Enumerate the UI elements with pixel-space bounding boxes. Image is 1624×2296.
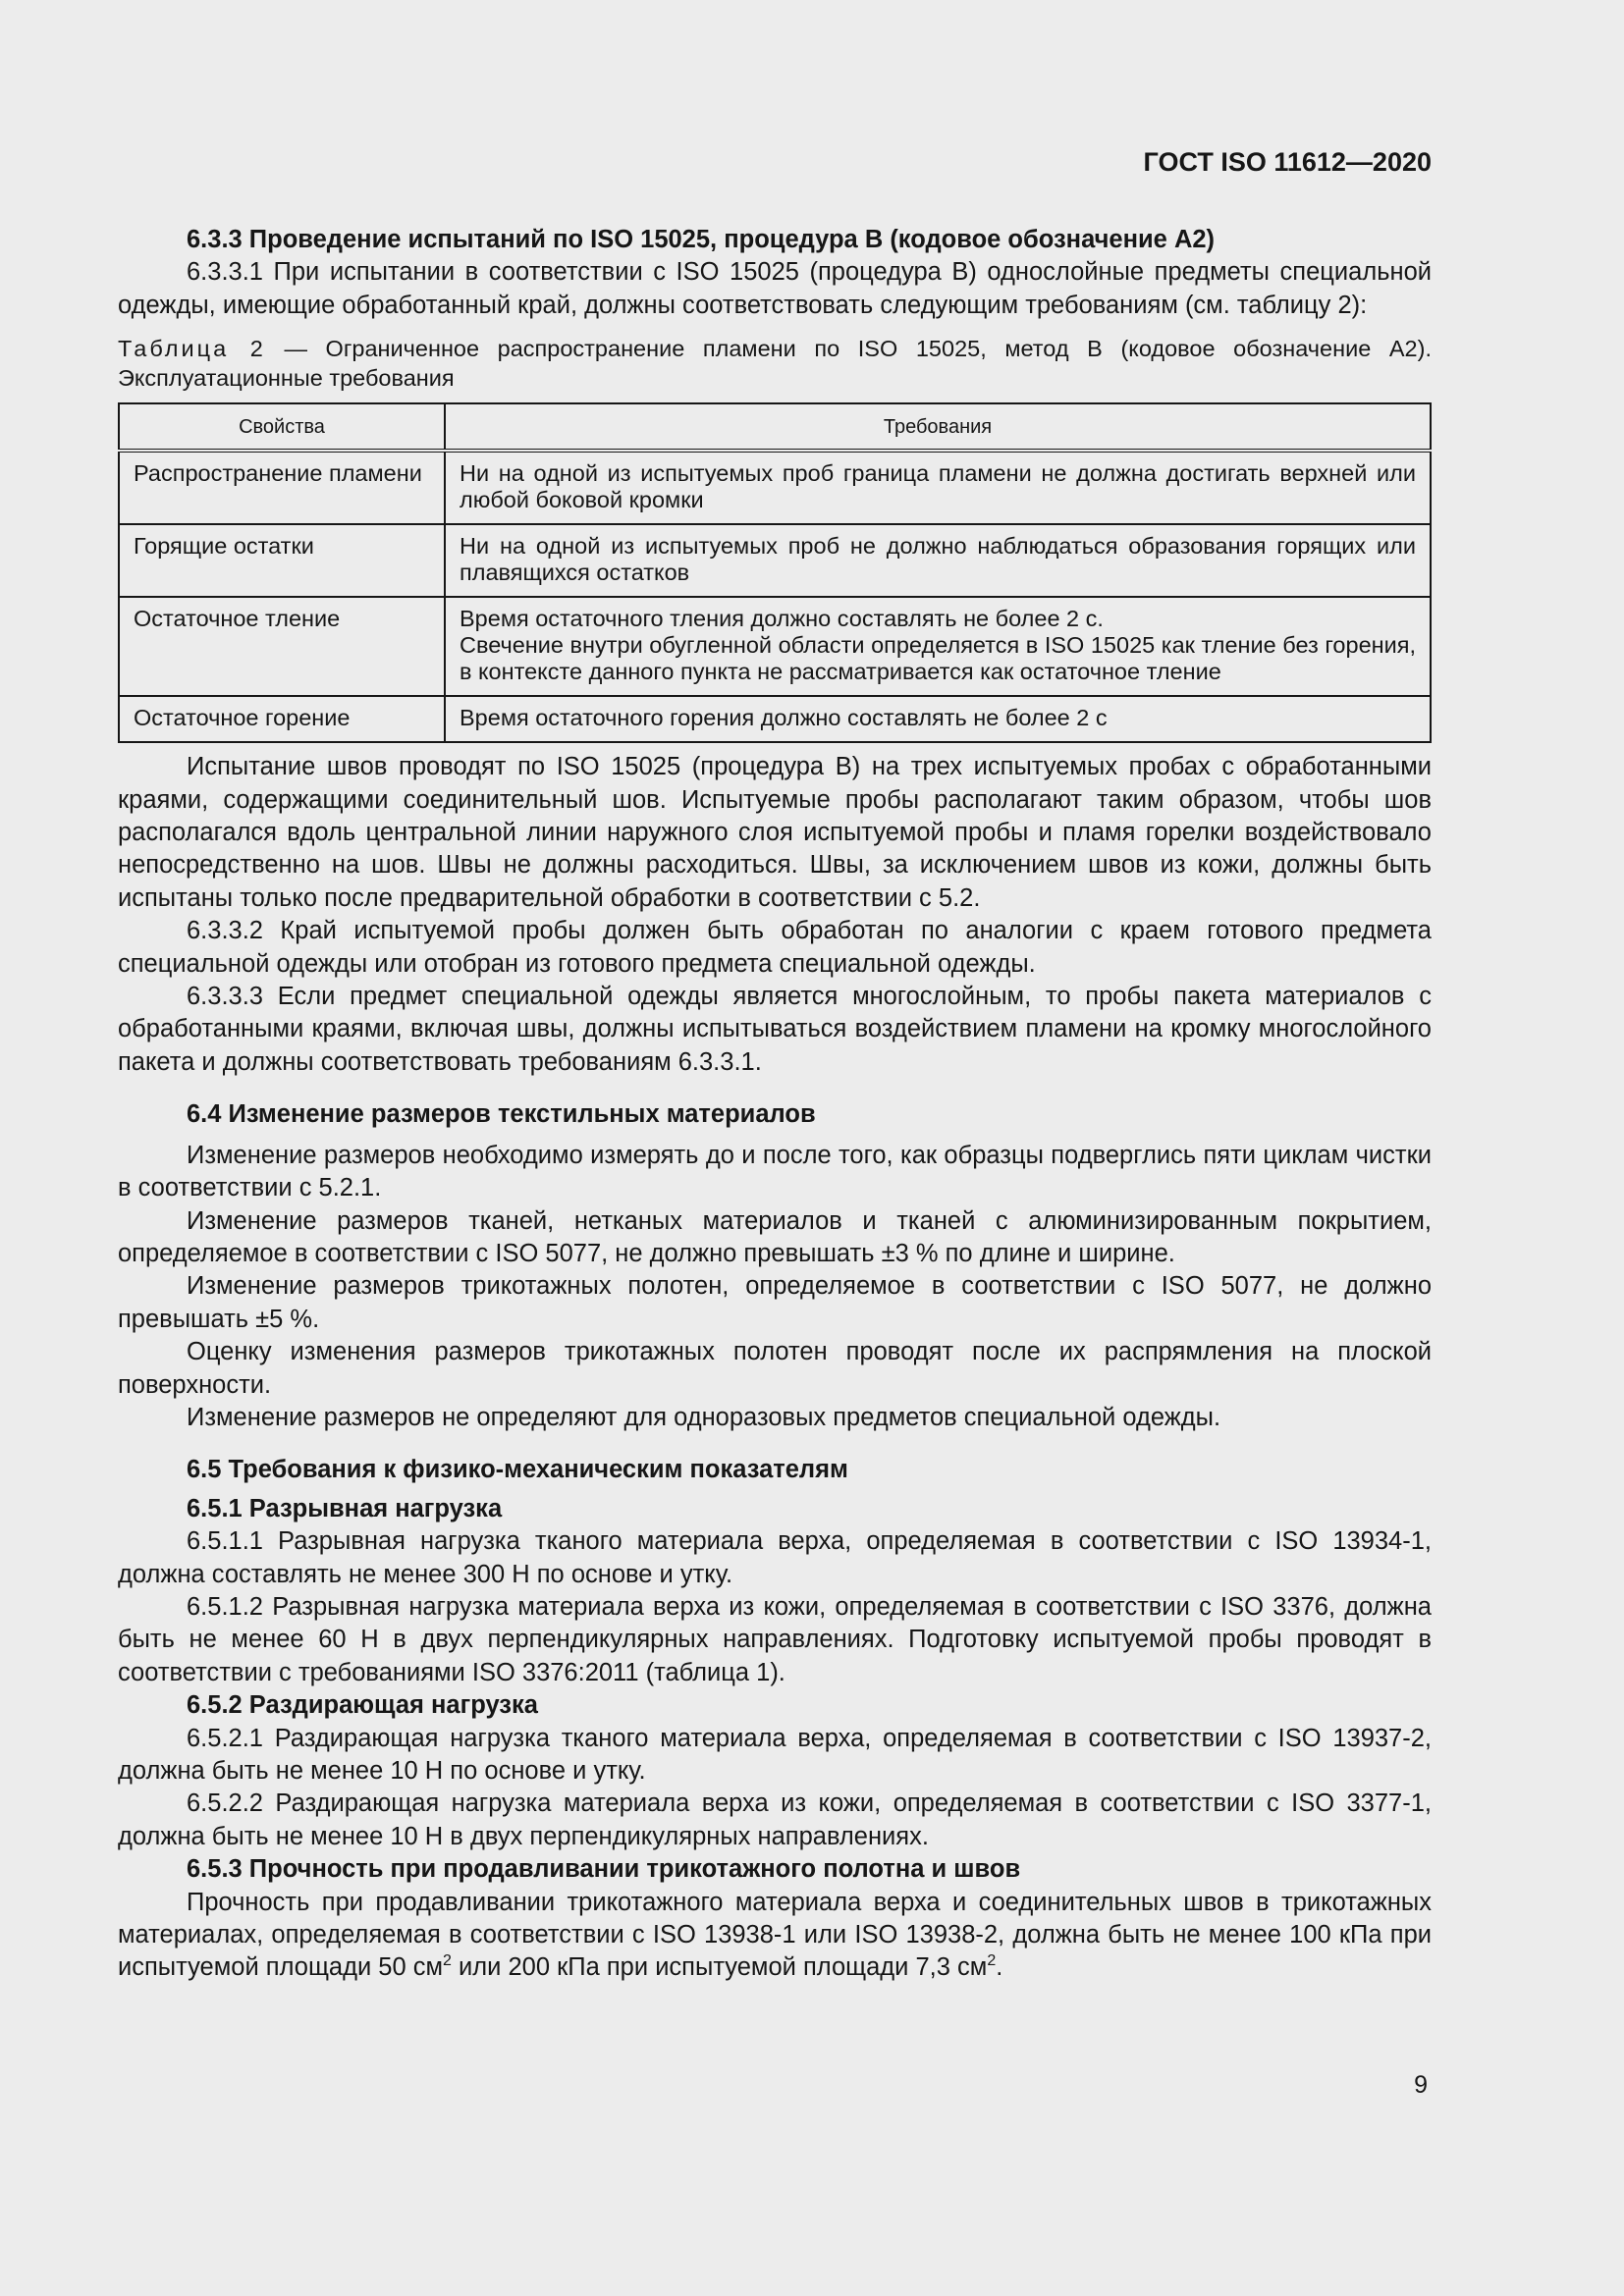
table-2-title: — Ограниченное распространение пламени по ISO 15025, метод B (кодовое обозначение A2). Эксплуатационные требования <box>118 336 1432 392</box>
table-cell-requirement: Ни на одной из испытуемых проб не должно наблюдаться образования горящих или плавящихся остатков <box>445 524 1431 597</box>
table-2-label: Таблица 2 <box>118 336 266 362</box>
section-6-5-2-title: 6.5.2 Раздирающая нагрузка <box>187 1691 538 1720</box>
table-cell-property: Распространение пламени <box>119 451 445 524</box>
paragraph-6-3-3-1: 6.3.3.1 При испытании в соответствии с ISO 15025 (процедура B) однослойные предметы специальной одежды, имеющие обработанный край, должны соответствовать следующим требованиям (см. таблицу 2): <box>118 258 1432 319</box>
table-row <box>119 451 1431 524</box>
requirement-note: Свечение внутри обугленной области определяется в ISO 15025 как тление без горения, в контексте данного пункта не рассматривается как остаточное тление <box>460 632 1416 685</box>
section-6-5-3-title: 6.5.3 Прочность при продавливании трикотажного полотна и швов <box>187 1855 1021 1884</box>
paragraph-6-4-4: Оценку изменения размеров трикотажных полотен проводят после их распрямления на плоской поверхности. <box>118 1338 1432 1399</box>
paragraph-seams-test: Испытание швов проводят по ISO 15025 (процедура B) на трех испытуемых пробах с обработанными краями, содержащими соединительный шов. Испытуемые пробы располагают таким образом, чтобы шов располагался вдоль центральной линии наружного слоя испытуемой пробы и пламя горелки воздействовало непосредственно на шов. Швы не должны расходиться. Швы, за исключением швов из кожи, должны быть испытаны только после предварительной обработки в соответствии с 5.2. <box>118 753 1432 912</box>
paragraph-6-4-1: Изменение размеров необходимо измерять до и после того, как образцы подверглись пяти циклам чистки в соответствии с 5.2.1. <box>118 1141 1432 1202</box>
section-6-5-1-title: 6.5.1 Разрывная нагрузка <box>187 1494 503 1522</box>
requirement-line: Время остаточного тления должно составлять не более 2 с. <box>460 606 1104 632</box>
table-header-row <box>119 403 1431 451</box>
table-cell-property: Остаточное тление <box>119 597 445 696</box>
table-cell-property: Горящие остатки <box>119 524 445 597</box>
paragraph-6-5-2-2: 6.5.2.2 Раздирающая нагрузка материала верха из кожи, определяемая в соответствии с ISO 3377-1, должна быть не менее 10 Н в двух перпендикулярных направлениях. <box>118 1789 1432 1850</box>
table-cell-requirement: Время остаточного горения должно составлять не более 2 с <box>445 696 1431 742</box>
section-6-5-title: 6.5 Требования к физико-механическим показателям <box>187 1456 848 1484</box>
paragraph-6-5-1-2: 6.5.1.2 Разрывная нагрузка материала верха из кожи, определяемая в соответствии с ISO 3376, должна быть не менее 60 Н в двух перпендикулярных направлениях. Подготовку испытуемой пробы проводят в соответствии с требованиями ISO 3376:2011 (таблица 1). <box>118 1592 1432 1686</box>
table-cell-property: Остаточное горение <box>119 696 445 742</box>
standard-code-header: ГОСТ ISO 11612—2020 <box>1143 147 1432 177</box>
table-cell-requirement <box>445 597 1431 696</box>
superscript-squared: 2 <box>987 1952 997 1970</box>
paragraph-6-5-3-part-b: или 200 кПа при испытуемой площади 7,3 см <box>451 1953 988 1982</box>
paragraph-6-3-3-2: 6.3.3.2 Край испытуемой пробы должен быть обработан по аналогии с краем готового предмета специальной одежды или отобран из готового предмета специальной одежды. <box>118 917 1432 978</box>
table-header-requirements: Требования <box>445 403 1431 451</box>
page-number: 9 <box>1414 2071 1428 2099</box>
section-6-4-title: 6.4 Изменение размеров текстильных материалов <box>187 1100 816 1129</box>
paragraph-6-5-3-part-c: . <box>996 1953 1003 1982</box>
table-row <box>119 524 1431 597</box>
table-header-properties: Свойства <box>119 403 445 451</box>
paragraph-6-4-2: Изменение размеров тканей, нетканых материалов и тканей с алюминизированным покрытием, определяемое в соответствии с ISO 5077, не должно превышать ±3 % по длине и ширине. <box>118 1206 1432 1267</box>
table-2 <box>118 402 1432 743</box>
page-content <box>118 224 1432 1985</box>
table-row <box>119 696 1431 742</box>
paragraph-6-4-5: Изменение размеров не определяют для одноразовых предметов специальной одежды. <box>187 1403 1221 1431</box>
paragraph-6-4-3: Изменение размеров трикотажных полотен, определяемое в соответствии с ISO 5077, не должно превышать ±5 %. <box>118 1272 1432 1333</box>
table-cell-requirement: Ни на одной из испытуемых проб граница пламени не должна достигать верхней или любой боковой кромки <box>445 451 1431 524</box>
table-row <box>119 597 1431 696</box>
paragraph-6-3-3-3: 6.3.3.3 Если предмет специальной одежды является многослойным, то пробы пакета материалов с обработанными краями, включая швы, должны испытываться воздействием пламени на кромку многослойного пакета и должны соответствовать требованиям 6.3.3.1. <box>118 983 1432 1076</box>
section-6-3-3-title: 6.3.3 Проведение испытаний по ISO 15025, процедура B (кодовое обозначение A2) <box>187 226 1216 253</box>
paragraph-6-5-3 <box>118 1887 1432 1985</box>
table-2-caption <box>118 334 1432 393</box>
paragraph-6-5-1-1: 6.5.1.1 Разрывная нагрузка тканого материала верха, определяемая в соответствии с ISO 13934-1, должна составлять не менее 300 Н по основе и утку. <box>118 1527 1432 1588</box>
superscript-squared: 2 <box>443 1952 452 1970</box>
paragraph-6-5-2-1: 6.5.2.1 Раздирающая нагрузка тканого материала верха, определяемая в соответствии с ISO 13937-2, должна быть не менее 10 Н по основе и утку. <box>118 1724 1432 1785</box>
paragraph-6-5-3-part-a: Прочность при продавливании трикотажного материала верха и соединительных швов в трикотажных материалах, определяемая в соответствии с ISO 13938-1 или ISO 13938-2, должна быть не менее 100 кПа при испытуемой площади 50 см <box>118 1888 1432 1982</box>
